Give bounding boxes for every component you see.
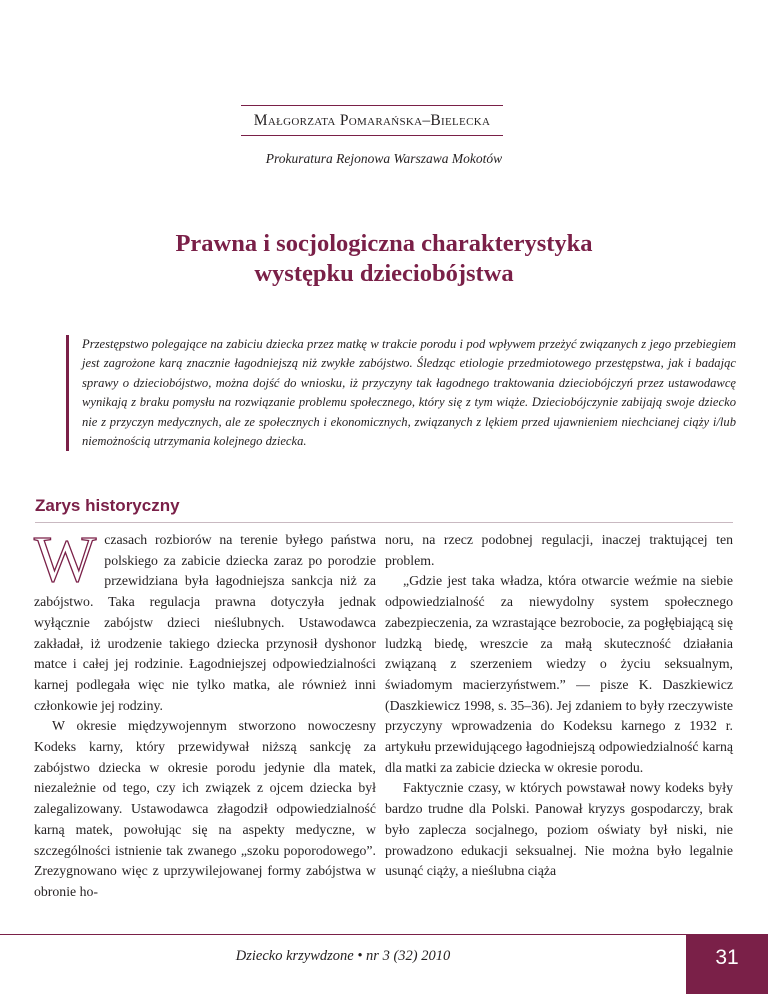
left-paragraph-2: W okresie międzywojennym stworzono nowoczesny Kodeks karny, który przewidywał niższą sankcję za zabójstwo dziecka w okresie porodu jedynie dla matek, niezależnie od tego, czy ich związek z ojcem dziecka był zalegalizowany. Ustawodawca złagodził odpowiedzialność karną matek, powołując się na aspekty medyczne, w szczególności istnienie tak zwanego „szoku poporodowego”. Zrezygnowano więc z uprzywilejowanej formy zabójstwa w obronie ho-: [34, 718, 376, 899]
left-paragraph-1: [34, 523, 376, 716]
author-bottom-rule: [241, 135, 503, 136]
author-block: [241, 105, 503, 136]
footer-journal: Dziecko krzywdzone • nr 3 (32) 2010: [235, 948, 451, 964]
title-line-2: występku dzieciobójstwa: [254, 260, 514, 287]
right-paragraph-2: „Gdzie jest taka władza, która otwarcie weźmie na siebie odpowiedzialność za niewydolny system społecznego zabezpieczenia, za wzrastające bezrobocie, za pogłębiającą się ludzką biedę, wreszcie za małą skuteczność działania związaną z szerzeniem wiedzy o życiu seksualnym, świadomym macierzyństwem.” — pisze K. Daszkiewicz (Daszkiewicz 1998, s. 35–36). Jej zdaniem to były rzeczywiste przyczyny wprowadzenia do Kodeksu karnego z 1932 r. artykułu przewidującego łagodniejszą odpowiedzialność karną dla matki za zabicie dziecka w okresie porodu.: [385, 573, 733, 775]
left-paragraph-1-text: czasach rozbiorów na terenie byłego państwa polskiego za zabicie dziecka zaraz po porodzie przewidziana była łagodniejsza sankcja niż za zabójstwo. Taka regulacja prawna dotyczyła jednak wyłącznie zabójstw dzieci nieślubnych. Ustawodawca zakładał, iż urodzenie takiego dziecka przynosił dyshonor matce i całej jej rodzinie. Łagodniejszej odpowiedzialności karnej podlegała więc nie tylko matka, ale również inni członkowie jej rodziny.: [34, 532, 376, 713]
abstract: Przestępstwo polegające na zabiciu dziecka przez matkę w trakcie porodu i pod wpływem przeżyć związanych z jego przebiegiem jest zagrożone karą znacznie łagodniejszą niż zwykłe zabójstwo. Śledząc etiologie przedmiotowego przestępstwa, jak i badając sprawy o dzieciobójstwo, można dojść do wniosku, iż przyczyny tak łagodnego traktowania dzieciobójczyń przez ustawodawcę wynikają z braku pomysłu na rozwiązanie problemu społecznego, który się z tym wiąże. Dzieciobójczynie zabijają swoje dziecko nie z przyczyn medycznych, ale ze społecznych i ekonomicznych, związanych z lękiem przed ujawnieniem niechcianej ciąży i/lub niemożnością utrzymania kolejnego dziecka.: [66, 335, 736, 451]
right-column: [385, 530, 733, 882]
section-rule: [35, 522, 733, 523]
section-heading: Zarys historyczny: [35, 496, 180, 515]
left-column: [34, 523, 376, 903]
footer-rule: [0, 934, 686, 935]
right-paragraph-1: noru, na rzecz podobnej regulacji, inaczej traktującej ten problem.: [385, 532, 733, 568]
drop-cap: W: [34, 523, 97, 596]
article-title: [0, 229, 768, 289]
page-number: 31: [686, 934, 768, 994]
author-affiliation: Prokuratura Rejonowa Warszawa Mokotów: [265, 151, 503, 166]
title-line-1: Prawna i socjologiczna charakterystyka: [175, 230, 593, 257]
author-name: Małgorzata Pomarańska–Bielecka: [253, 112, 491, 129]
right-paragraph-3: Faktycznie czasy, w których powstawał nowy kodeks były bardzo trudne dla Polski. Panował kryzys gospodarczy, brak było zaplecza socjalnego, poziom oświaty był niski, nie prowadzono edukacji seksualnej. Nie można było legalnie usunąć ciąży, a nieślubna ciąża: [385, 780, 733, 879]
